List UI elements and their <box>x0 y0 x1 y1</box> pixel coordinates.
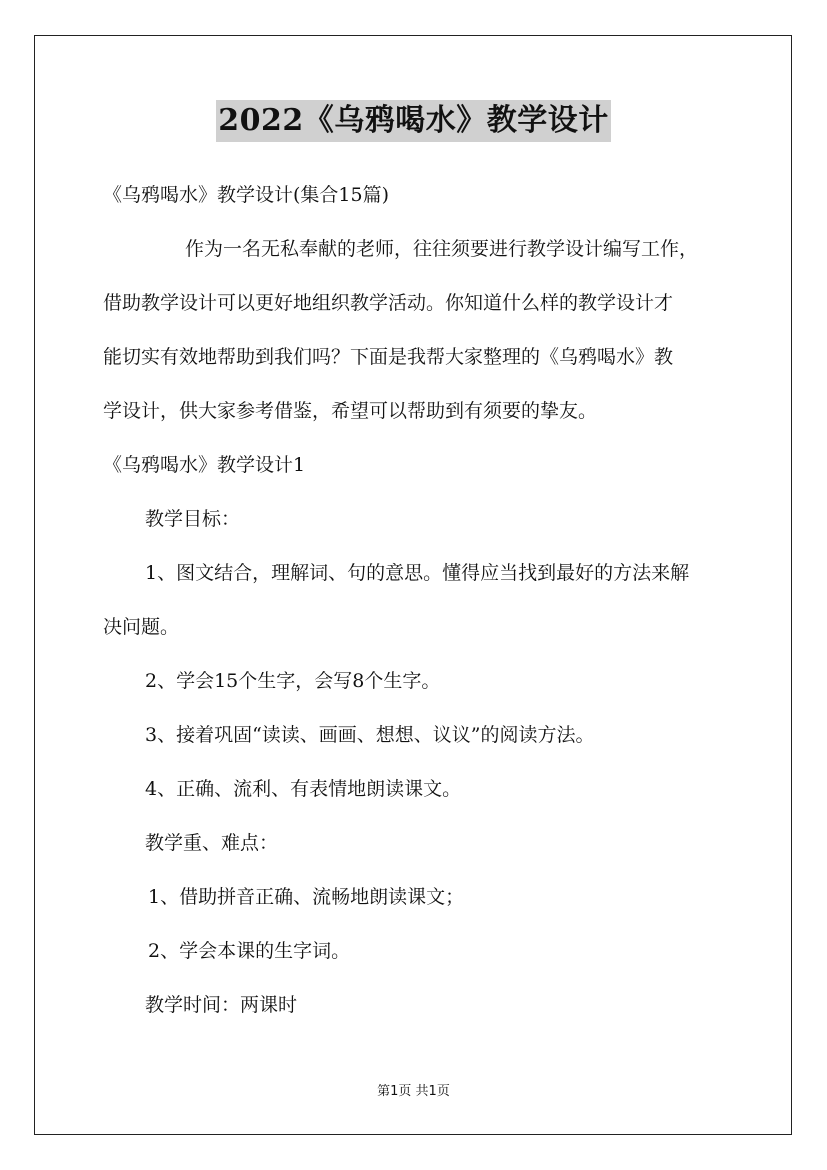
intro-line-2: 借助教学设计可以更好地组织教学活动。你知道什么样的教学设计才 <box>103 292 674 314</box>
key-points-heading: 教学重、难点： <box>145 832 279 854</box>
key-point-1: 1、借助拼音正确、流畅地朗读课文； <box>148 886 465 908</box>
goal-3: 3、接着巩固“读读、画画、想想、议议”的阅读方法。 <box>145 724 595 746</box>
goal-1-line-2: 决问题。 <box>103 616 180 638</box>
goal-2: 2、学会15个生字，会写8个生字。 <box>145 670 441 692</box>
page-footer: 第1页 共1页 <box>377 1084 450 1099</box>
goal-4: 4、正确、流利、有表情地朗读课文。 <box>145 778 462 800</box>
goals-heading: 教学目标： <box>145 508 241 530</box>
intro-line-4: 学设计，供大家参考借鉴，希望可以帮助到有须要的挚友。 <box>103 400 598 422</box>
intro-line-3: 能切实有效地帮助到我们吗？下面是我帮大家整理的《乌鸦喝水》教 <box>103 346 674 368</box>
section-heading: 《乌鸦喝水》教学设计1 <box>103 454 306 476</box>
teaching-time: 教学时间：两课时 <box>145 994 298 1016</box>
title-container <box>0 100 827 142</box>
key-point-2: 2、学会本课的生字词。 <box>148 940 351 962</box>
document-subtitle: 《乌鸦喝水》教学设计(集合15篇) <box>103 184 390 206</box>
goal-1-line-1: 1、图文结合，理解词、句的意思。懂得应当找到最好的方法来解 <box>145 562 690 584</box>
intro-line-1: 作为一名无私奉献的老师，往往须要进行教学设计编写工作， <box>185 238 699 260</box>
document-title: 2022《乌鸦喝水》教学设计 <box>216 100 611 142</box>
